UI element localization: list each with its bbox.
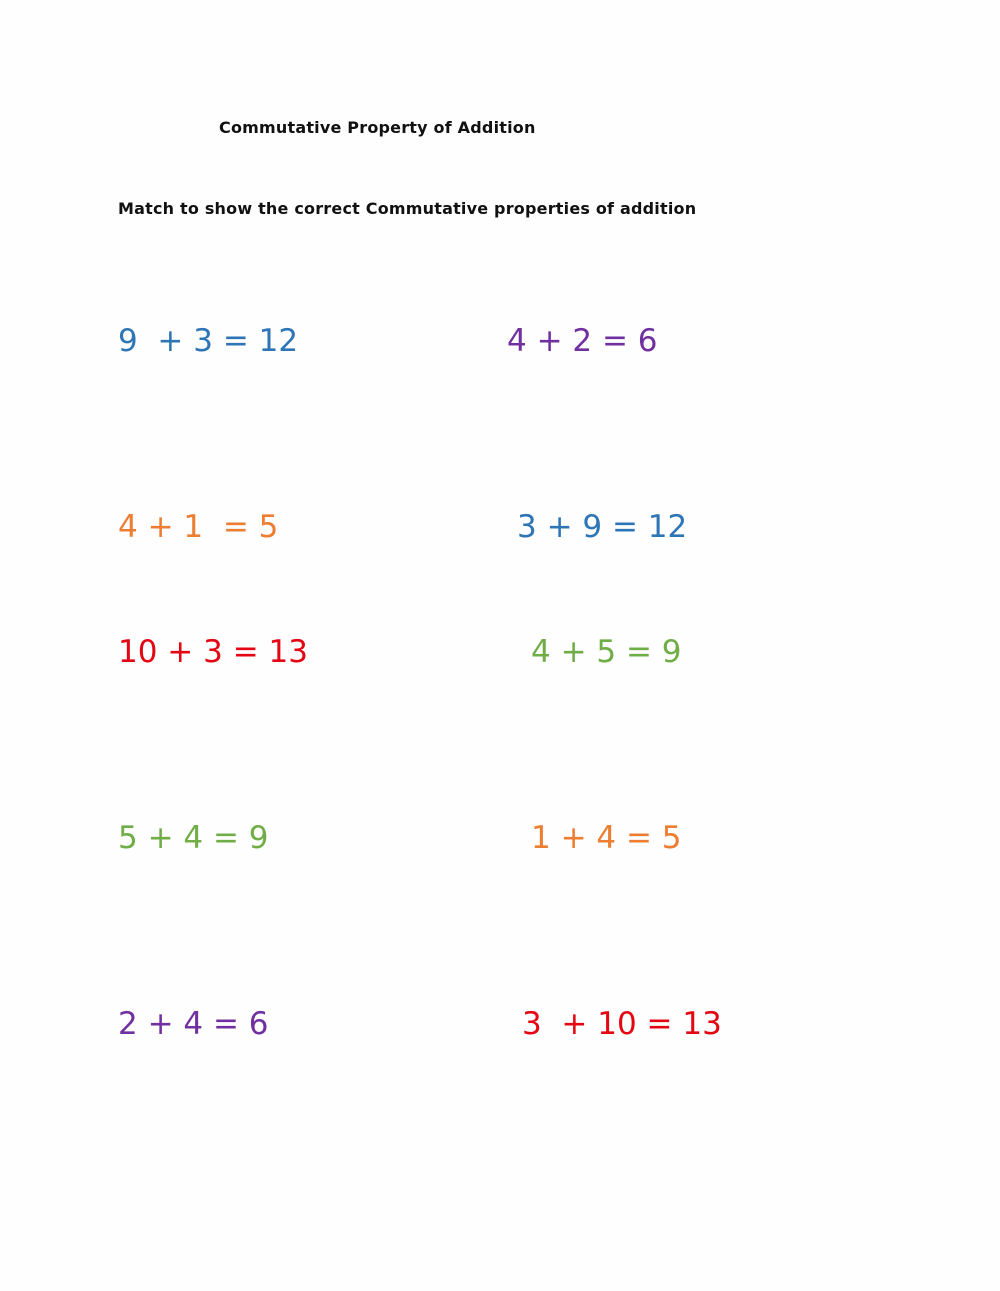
right-equation-5[interactable]: 3 + 10 = 13 bbox=[522, 1006, 722, 1042]
left-equation-2[interactable]: 4 + 1 = 5 bbox=[118, 509, 279, 545]
right-equation-3[interactable]: 4 + 5 = 9 bbox=[531, 634, 682, 670]
worksheet-instructions: Match to show the correct Commutative properties of addition bbox=[118, 199, 697, 218]
left-equation-1[interactable]: 9 + 3 = 12 bbox=[118, 323, 299, 359]
left-equation-4[interactable]: 5 + 4 = 9 bbox=[118, 820, 269, 856]
left-equation-3[interactable]: 10 + 3 = 13 bbox=[118, 634, 308, 670]
right-equation-2[interactable]: 3 + 9 = 12 bbox=[517, 509, 688, 545]
right-equation-1[interactable]: 4 + 2 = 6 bbox=[507, 323, 658, 359]
right-equation-4[interactable]: 1 + 4 = 5 bbox=[531, 820, 682, 856]
worksheet-title: Commutative Property of Addition bbox=[219, 118, 536, 137]
left-equation-5[interactable]: 2 + 4 = 6 bbox=[118, 1006, 269, 1042]
